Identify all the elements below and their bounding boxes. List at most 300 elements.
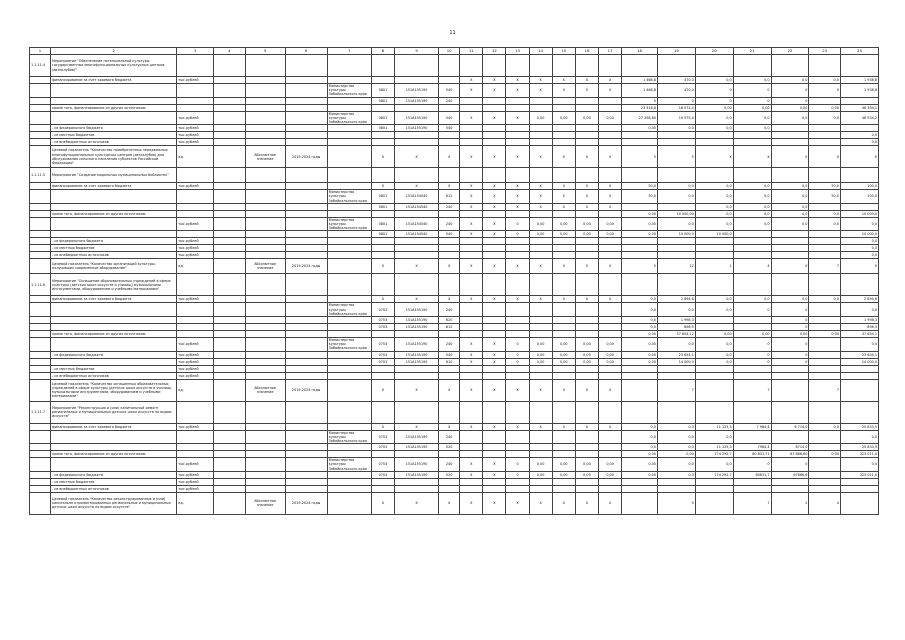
- table-cell: 0,00: [529, 351, 552, 358]
- table-cell: Х: [460, 217, 483, 231]
- table-cell: 0,00: [622, 338, 658, 352]
- table-cell: 0,00: [622, 210, 658, 217]
- table-cell: 0,00: [575, 351, 598, 358]
- page-number: 11: [449, 30, 456, 36]
- table-cell: 151А155190: [394, 317, 438, 324]
- table-cell: [460, 372, 483, 379]
- table-cell: 0,00: [575, 458, 598, 472]
- table-cell: [214, 168, 246, 183]
- table-cell: [840, 274, 878, 296]
- table-cell: [285, 478, 327, 485]
- table-cell: [245, 451, 285, 458]
- table-row: [30, 146, 879, 168]
- table-cell: Х: [483, 190, 506, 204]
- table-cell: [214, 492, 246, 514]
- table-cell: [245, 104, 285, 111]
- table-cell: 10 000,0: [657, 231, 695, 238]
- table-cell: [575, 478, 598, 485]
- table-cell: 0,0: [771, 203, 809, 210]
- table-cell: 0,0: [657, 423, 695, 430]
- table-cell: [214, 231, 246, 238]
- table-cell: [439, 168, 460, 183]
- table-cell: [552, 451, 575, 458]
- table-cell: [51, 430, 177, 444]
- table-cell: [285, 77, 327, 84]
- table-cell: [51, 84, 177, 98]
- table-cell: 0801: [371, 190, 394, 204]
- table-cell: [483, 303, 506, 317]
- table-cell: [327, 97, 371, 104]
- table-cell: [695, 372, 733, 379]
- table-cell: Абсолютное значение: [245, 146, 285, 168]
- table-cell: [394, 372, 438, 379]
- table-cell: Х: [371, 259, 394, 274]
- table-cell: [327, 168, 371, 183]
- table-cell: [177, 231, 214, 238]
- table-cell: 1: [695, 259, 733, 274]
- table-cell: 0,00: [529, 231, 552, 238]
- table-cell: 46 934,2: [840, 111, 878, 125]
- table-cell: [809, 478, 841, 485]
- table-cell: [529, 104, 552, 111]
- table-cell: Х: [483, 471, 506, 478]
- table-cell: [733, 430, 771, 444]
- table-cell: 0: [506, 217, 529, 231]
- table-cell: [214, 451, 246, 458]
- table-cell: [214, 252, 246, 259]
- table-cell: 0: [657, 97, 695, 104]
- table-cell: [809, 358, 841, 365]
- table-cell: [285, 296, 327, 303]
- table-cell: 0: [771, 324, 809, 331]
- table-cell: [483, 324, 506, 331]
- table-cell: 0,00: [599, 458, 622, 472]
- table-cell: [695, 379, 733, 401]
- table-cell: [327, 146, 371, 168]
- table-cell: 0,00: [552, 471, 575, 478]
- table-cell: Х: [529, 203, 552, 210]
- table-cell: [771, 430, 809, 444]
- table-cell: [30, 492, 51, 514]
- table-cell: Х: [460, 111, 483, 125]
- table-cell: [840, 401, 878, 423]
- table-cell: [809, 317, 841, 324]
- table-cell: Х: [552, 183, 575, 190]
- table-cell: [506, 303, 529, 317]
- table-cell: [30, 210, 51, 217]
- table-cell: Х: [483, 492, 506, 514]
- table-cell: [214, 97, 246, 104]
- table-cell: [552, 372, 575, 379]
- table-cell: [506, 444, 529, 451]
- table-row: [30, 55, 879, 77]
- table-cell: [552, 125, 575, 132]
- column-number: 23: [809, 48, 841, 55]
- table-cell: [575, 324, 598, 331]
- table-cell: [575, 168, 598, 183]
- table-row: [30, 183, 879, 190]
- table-cell: [439, 55, 460, 77]
- table-cell: 0: [733, 458, 771, 472]
- table-cell: Х: [552, 492, 575, 514]
- table-cell: 0801: [371, 203, 394, 210]
- table-cell: - из местных бюджетов: [51, 245, 177, 252]
- table-cell: [483, 55, 506, 77]
- table-cell: [371, 210, 394, 217]
- table-cell: [285, 183, 327, 190]
- table-row: [30, 252, 879, 259]
- table-cell: [177, 203, 214, 210]
- table-cell: 0,0: [809, 77, 841, 84]
- table-cell: Х: [575, 190, 598, 204]
- table-row: [30, 111, 879, 125]
- table-cell: 0,00: [529, 338, 552, 352]
- table-cell: [245, 331, 285, 338]
- table-cell: [809, 471, 841, 478]
- table-cell: тыс.рублей: [177, 139, 214, 146]
- table-cell: [30, 146, 51, 168]
- table-cell: [622, 365, 658, 372]
- table-cell: [285, 274, 327, 296]
- table-cell: - из местных бюджетов: [51, 478, 177, 485]
- table-cell: 0703: [371, 430, 394, 444]
- table-cell: [575, 317, 598, 324]
- table-cell: [327, 358, 371, 365]
- table-cell: [177, 430, 214, 444]
- table-cell: [214, 111, 246, 125]
- table-cell: 520: [439, 444, 460, 451]
- table-cell: 620: [439, 317, 460, 324]
- table-cell: 80831,7: [733, 471, 771, 478]
- table-cell: Х: [483, 351, 506, 358]
- table-cell: [695, 485, 733, 492]
- table-cell: [657, 372, 695, 379]
- table-cell: [809, 245, 841, 252]
- table-cell: [327, 252, 371, 259]
- table-cell: 540: [439, 231, 460, 238]
- table-cell: [529, 317, 552, 324]
- table-cell: [439, 478, 460, 485]
- table-cell: [371, 168, 394, 183]
- table-cell: 151А155190: [394, 84, 438, 98]
- table-row: [30, 97, 879, 104]
- table-cell: 0,00: [809, 331, 841, 338]
- table-cell: [30, 104, 51, 111]
- table-cell: 11 125,3: [695, 444, 733, 451]
- table-cell: 0703: [371, 317, 394, 324]
- table-cell: 0,00: [599, 217, 622, 231]
- table-cell: 50,0: [622, 183, 658, 190]
- table-cell: 0,0: [771, 210, 809, 217]
- table-cell: [51, 97, 177, 104]
- table-cell: [840, 485, 878, 492]
- table-cell: [506, 274, 529, 296]
- table-cell: 0,0: [695, 303, 733, 317]
- table-cell: 7984,4: [733, 444, 771, 451]
- table-cell: 0,00: [622, 331, 658, 338]
- table-cell: [460, 97, 483, 104]
- table-cell: [285, 231, 327, 238]
- table-cell: [733, 252, 771, 259]
- table-cell: [285, 423, 327, 430]
- table-cell: Х: [460, 203, 483, 210]
- column-number: 14: [529, 48, 552, 55]
- table-cell: [439, 139, 460, 146]
- table-cell: [327, 210, 371, 217]
- table-cell: Х: [483, 183, 506, 190]
- table-cell: 0: [733, 358, 771, 365]
- table-cell: [327, 132, 371, 139]
- table-row: [30, 338, 879, 352]
- table-cell: ед.: [177, 259, 214, 274]
- table-cell: [552, 210, 575, 217]
- table-cell: [285, 104, 327, 111]
- table-cell: [733, 274, 771, 296]
- table-cell: [599, 245, 622, 252]
- table-cell: [460, 303, 483, 317]
- table-cell: [657, 365, 695, 372]
- table-cell: [809, 203, 841, 210]
- table-cell: [394, 168, 438, 183]
- table-cell: [599, 139, 622, 146]
- table-cell: [599, 331, 622, 338]
- table-cell: [285, 372, 327, 379]
- column-number-row: [30, 48, 879, 55]
- table-cell: тыс.рублей: [177, 132, 214, 139]
- table-cell: 0,0: [840, 430, 878, 444]
- table-cell: Х: [575, 203, 598, 210]
- table-cell: [599, 104, 622, 111]
- table-cell: [483, 245, 506, 252]
- table-cell: [214, 379, 246, 401]
- table-cell: 6714,0: [771, 444, 809, 451]
- table-cell: 0,0: [733, 77, 771, 84]
- table-cell: 151А154540: [394, 203, 438, 210]
- table-cell: Мероприятие "Оснащение образовательных учреждений в сфере культуры (детских школ искусств и училищ) музыкальными инструментами, оборудованием и учебными материалами": [51, 274, 177, 296]
- table-cell: 0: [506, 351, 529, 358]
- table-cell: 540: [439, 125, 460, 132]
- table-cell: [439, 401, 460, 423]
- table-cell: [285, 55, 327, 77]
- table-cell: [552, 274, 575, 296]
- table-cell: [245, 132, 285, 139]
- table-cell: [177, 97, 214, 104]
- table-cell: [460, 430, 483, 444]
- table-cell: 151А155190: [394, 458, 438, 472]
- table-cell: [506, 317, 529, 324]
- table-cell: [51, 324, 177, 331]
- table-cell: [30, 245, 51, 252]
- table-cell: Х: [506, 146, 529, 168]
- table-cell: [394, 132, 438, 139]
- table-cell: Х: [460, 379, 483, 401]
- table-cell: [460, 55, 483, 77]
- table-row: [30, 274, 879, 296]
- table-cell: Мероприятие "Реконструкция и (или) капитальный ремонт региональных и муниципальных детских школ искусств по видам искусств": [51, 401, 177, 423]
- table-cell: 0: [733, 97, 771, 104]
- table-cell: [599, 372, 622, 379]
- table-cell: Х: [575, 379, 598, 401]
- table-cell: 0,00: [733, 331, 771, 338]
- table-cell: [599, 485, 622, 492]
- table-cell: [840, 379, 878, 401]
- table-cell: [599, 444, 622, 451]
- table-cell: [245, 365, 285, 372]
- table-cell: 0: [733, 84, 771, 98]
- table-cell: [599, 252, 622, 259]
- table-cell: 0,0: [657, 217, 695, 231]
- table-row: [30, 471, 879, 478]
- table-cell: 0,0: [695, 203, 733, 210]
- column-number: 9: [394, 48, 438, 55]
- table-cell: [214, 259, 246, 274]
- table-cell: 27 358,80: [622, 111, 658, 125]
- table-cell: [371, 104, 394, 111]
- table-cell: [483, 125, 506, 132]
- table-cell: [245, 125, 285, 132]
- table-cell: [460, 238, 483, 245]
- table-cell: Х: [506, 190, 529, 204]
- table-cell: [30, 317, 51, 324]
- table-cell: [245, 139, 285, 146]
- table-cell: 0703: [371, 338, 394, 352]
- table-cell: 151А155190: [394, 125, 438, 132]
- table-cell: [285, 111, 327, 125]
- table-cell: Х: [439, 146, 460, 168]
- table-cell: 151А154540: [394, 231, 438, 238]
- table-cell: [483, 317, 506, 324]
- table-cell: [529, 430, 552, 444]
- table-cell: [529, 274, 552, 296]
- table-cell: [552, 168, 575, 183]
- table-cell: - из федерального бюджета: [51, 125, 177, 132]
- table-cell: [657, 203, 695, 210]
- table-cell: [214, 132, 246, 139]
- table-cell: 0,0: [840, 303, 878, 317]
- table-cell: Х: [771, 146, 809, 168]
- table-cell: Министерство культуры Забайкальского края: [327, 84, 371, 98]
- table-cell: Х: [483, 379, 506, 401]
- column-number: 8: [371, 48, 394, 55]
- table-cell: Х: [529, 259, 552, 274]
- table-cell: [695, 492, 733, 514]
- table-cell: 612: [439, 190, 460, 204]
- table-cell: финансирование за счет краевого бюджета: [51, 423, 177, 430]
- table-cell: [30, 139, 51, 146]
- table-cell: 0801: [371, 97, 394, 104]
- table-cell: [394, 252, 438, 259]
- table-cell: [177, 451, 214, 458]
- table-cell: 0,0: [657, 183, 695, 190]
- table-cell: [460, 245, 483, 252]
- table-cell: [809, 365, 841, 372]
- table-cell: [552, 104, 575, 111]
- table-cell: 0: [771, 317, 809, 324]
- table-cell: Х: [506, 183, 529, 190]
- table-row: [30, 331, 879, 338]
- table-cell: [327, 245, 371, 252]
- table-cell: [771, 485, 809, 492]
- table-cell: [371, 274, 394, 296]
- table-cell: [245, 358, 285, 365]
- table-row: [30, 451, 879, 458]
- table-cell: 0,0: [771, 77, 809, 84]
- table-cell: [460, 104, 483, 111]
- table-cell: Х: [599, 259, 622, 274]
- table-cell: 151А155190: [394, 303, 438, 317]
- table-cell: 151А155190: [394, 338, 438, 352]
- table-cell: [214, 77, 246, 84]
- table-cell: [285, 217, 327, 231]
- table-cell: [439, 274, 460, 296]
- table-cell: Х: [394, 423, 438, 430]
- table-cell: 0,0: [840, 132, 878, 139]
- table-cell: [439, 210, 460, 217]
- table-cell: [394, 104, 438, 111]
- table-cell: [506, 478, 529, 485]
- table-cell: кроме того, финансирование из других источников:: [51, 210, 177, 217]
- table-cell: 540: [439, 84, 460, 98]
- table-cell: [245, 478, 285, 485]
- table-cell: [552, 132, 575, 139]
- table-cell: 0: [771, 259, 809, 274]
- table-cell: тыс.рублей: [177, 423, 214, 430]
- table-cell: [371, 238, 394, 245]
- table-cell: [371, 139, 394, 146]
- table-cell: [30, 183, 51, 190]
- table-cell: [394, 478, 438, 485]
- table-cell: 0,0: [809, 423, 841, 430]
- table-cell: [285, 139, 327, 146]
- table-cell: [214, 238, 246, 245]
- table-cell: [214, 365, 246, 372]
- table-cell: [809, 372, 841, 379]
- table-cell: [30, 203, 51, 210]
- table-cell: 14 000,0: [840, 358, 878, 365]
- table-cell: 0: [733, 351, 771, 358]
- table-cell: 2019-2024 годы: [285, 492, 327, 514]
- table-cell: [327, 104, 371, 111]
- table-cell: 0,0: [657, 303, 695, 317]
- table-cell: [695, 238, 733, 245]
- table-cell: 0,00: [733, 104, 771, 111]
- column-number: 22: [771, 48, 809, 55]
- table-cell: Министерство культуры Забайкальского края: [327, 458, 371, 472]
- table-cell: Х: [460, 183, 483, 190]
- table-cell: [771, 231, 809, 238]
- table-cell: [506, 401, 529, 423]
- table-cell: [506, 365, 529, 372]
- table-cell: Мероприятие "Обеспечение потенциальной культуры государственных многофункциональных культурных центров (автоклубов)": [51, 55, 177, 77]
- table-cell: [30, 351, 51, 358]
- table-cell: 0,0: [809, 296, 841, 303]
- table-cell: 0703: [371, 303, 394, 317]
- table-cell: [327, 259, 371, 274]
- table-cell: 0703: [371, 458, 394, 472]
- table-cell: - из федерального бюджета: [51, 351, 177, 358]
- table-cell: [599, 303, 622, 317]
- table-cell: 0,0: [840, 139, 878, 146]
- table-cell: 0,0: [840, 245, 878, 252]
- table-cell: 0,00: [695, 104, 733, 111]
- table-cell: [327, 296, 371, 303]
- table-cell: 1.1.11.7: [30, 401, 51, 423]
- table-cell: [809, 139, 841, 146]
- table-cell: [575, 303, 598, 317]
- table-cell: [575, 451, 598, 458]
- table-cell: Х: [529, 77, 552, 84]
- table-cell: [529, 168, 552, 183]
